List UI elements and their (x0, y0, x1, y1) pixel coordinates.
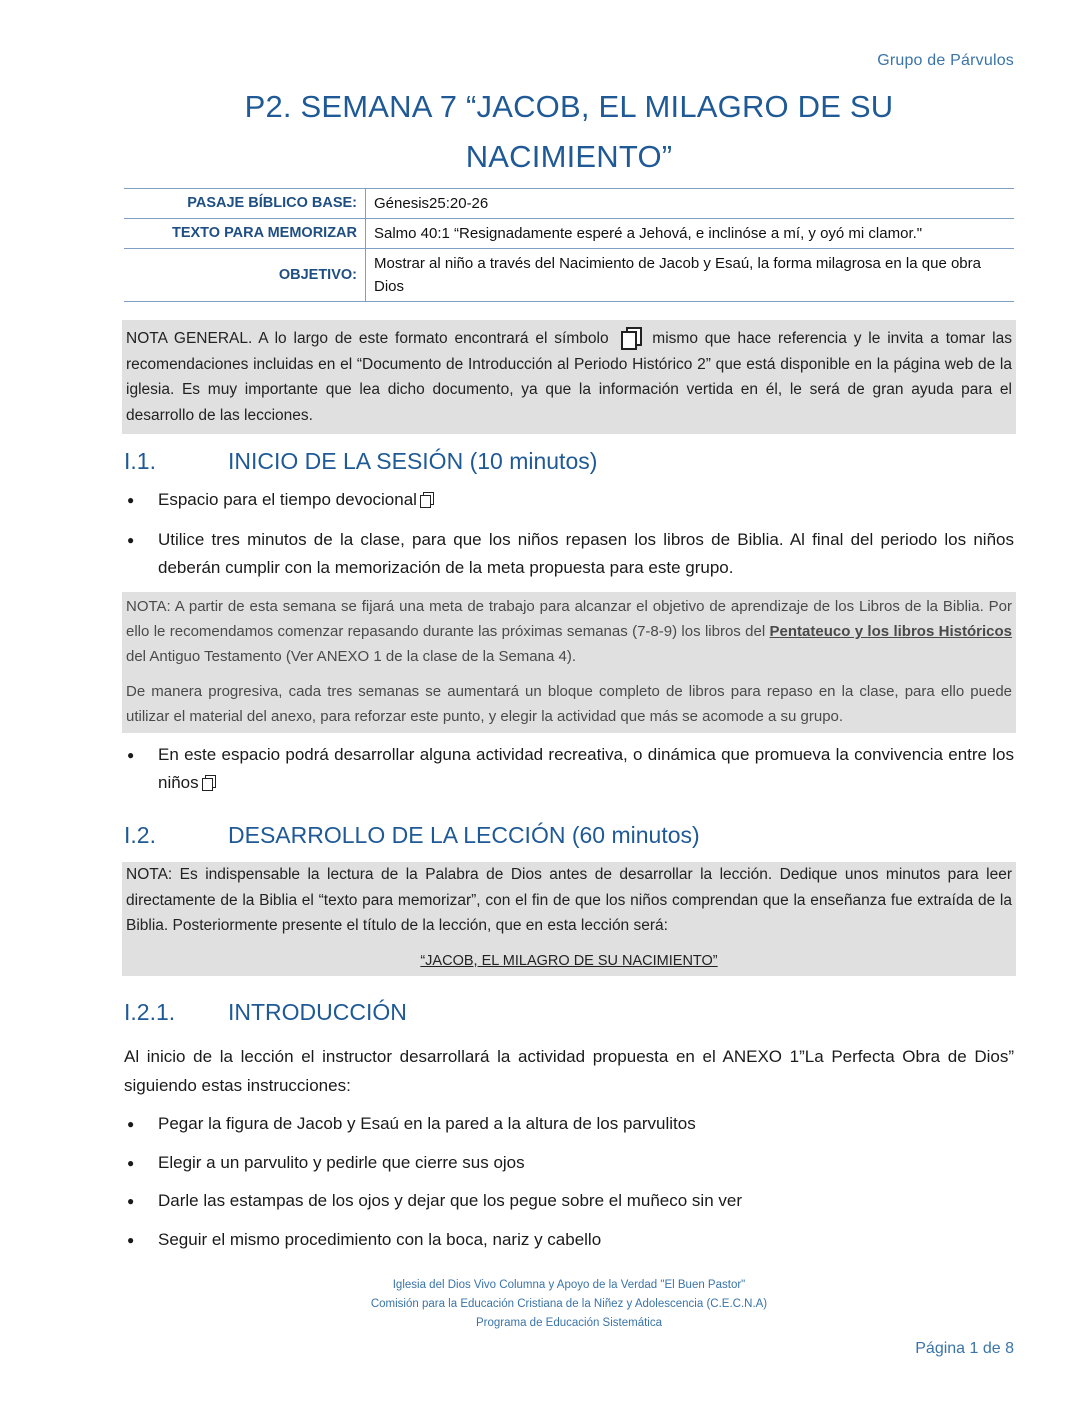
info-row-objective (124, 249, 1014, 302)
info-value: Mostrar al niño a través del Nacimiento de Jacob y Esaú, la forma milagrosa en la que obra Dios (366, 249, 1015, 302)
section-title: DESARROLLO DE LA LECCIÓN (60 minutos) (228, 822, 700, 848)
document-title (124, 82, 1014, 182)
list-item-text: Seguir el mismo procedimiento con la boca, nariz y cabello (158, 1230, 602, 1249)
lesson-info-table (124, 188, 1014, 302)
list-item (124, 741, 1014, 797)
section-heading-2-1 (124, 999, 407, 1026)
bullet-icon: ● (127, 1156, 135, 1170)
info-value: Salmo 40:1 “Resignadamente esperé a Jehová, e inclinóse a mí, y oyó mi clamor." (366, 219, 1015, 249)
title-line-2: NACIMIENTO” (465, 139, 673, 174)
bullet-icon: ● (127, 748, 135, 762)
list-item (124, 1149, 1014, 1177)
list-item-text: En este espacio podrá desarrollar alguna actividad recreativa, o dinámica que promueva la convivencia entre los niños (158, 745, 1014, 792)
footer-line-1: Iglesia del Dios Vivo Columna y Apoyo de la Verdad "El Buen Pastor" (392, 1279, 746, 1291)
footer-line-3: Programa de Educación Sistemática (475, 1317, 662, 1329)
info-label: PASAJE BÍBLICO BASE: (124, 189, 366, 219)
general-note-box (122, 320, 1016, 434)
list-item-text: Pegar la figura de Jacob y Esaú en la pared a la altura de los parvulitos (158, 1114, 696, 1133)
reading-note-text: NOTA: Es indispensable la lectura de la Palabra de Dios antes de desarrollar la lección. Dedique unos minutos para leer directamente de la Biblia el “texto para memorizar”, con el fin de que los niños comprendan que la enseñanza fue extraída de la Biblia. Posteriormente presente el título de la lección, que en esta lección será: (126, 866, 1012, 934)
copy-documents-icon (420, 492, 433, 507)
section-heading-1 (124, 448, 597, 475)
bullet-icon: ● (127, 1117, 135, 1131)
list-item-text: Elegir a un parvulito y pedirle que cierre sus ojos (158, 1153, 525, 1172)
info-row-memory-verse (124, 219, 1014, 249)
section-number: I.2.1. (124, 999, 176, 1025)
lesson-title: “JACOB, EL MILAGRO DE SU NACIMIENTO” (420, 952, 718, 969)
introduction-paragraph: Al inicio de la lección el instructor desarrollará la actividad propuesta en el ANEXO 1”La Perfecta Obra de Dios” siguiendo estas instrucciones: (124, 1047, 1014, 1095)
section-number: I.1. (124, 448, 156, 474)
bullet-icon: ● (127, 533, 135, 547)
section-number: I.2. (124, 822, 156, 848)
info-value: Génesis25:20-26 (366, 189, 1015, 219)
list-item (124, 1187, 1014, 1215)
books-note-text-2: del Antiguo Testamento (Ver ANEXO 1 de la clase de la Semana 4). (126, 648, 576, 665)
bullet-icon: ● (127, 1194, 135, 1208)
info-label: TEXTO PARA MEMORIZAR (124, 219, 366, 249)
books-note-box (122, 592, 1016, 733)
section-title: INTRODUCCIÓN (228, 999, 407, 1025)
books-note-paragraph-2: De manera progresiva, cada tres semanas se aumentará un bloque completo de libros para repaso en la clase, para ello puede utilizar el material del anexo, para reforzar este punto, y elegir la actividad que más se acomode a su grupo. (126, 683, 1012, 725)
title-line-1: P2. SEMANA 7 “JACOB, EL MILAGRO DE SU (244, 89, 894, 124)
books-note-text-1: NOTA: A partir de esta semana se fijará una meta de trabajo para alcanzar el objetivo de aprendizaje de los Libros de la Biblia. Por ello le recomendamos comenzar repasando durante las próximas semanas (7-8-9) los libros del (126, 598, 1012, 640)
copy-documents-icon (621, 327, 639, 347)
reading-note-box (122, 862, 1016, 976)
footer-line-2: Comisión para la Educación Cristiana de la Niñez y Adolescencia (C.E.C.N.A) (370, 1298, 768, 1310)
footer (124, 1276, 1014, 1333)
list-item (124, 526, 1014, 582)
copy-documents-icon (202, 775, 215, 790)
books-note-paragraph-1 (126, 594, 1012, 669)
lesson-title-line (126, 949, 1012, 975)
page-number: Página 1 de 8 (915, 1340, 1014, 1357)
list-item-text: Darle las estampas de los ojos y dejar que los pegue sobre el muñeco sin ver (158, 1191, 742, 1210)
list-item (124, 486, 1014, 514)
general-note-text-2: mismo que hace referencia y le invita a tomar las recomendaciones incluidas en el “Documento de Introducción al Periodo Histórico 2” que está disponible en la página web de la iglesia. Es muy importante que lea dicho documento, ya que la información vertida en él, le será de gran ayuda para el desarrollo de las lecciones. (126, 330, 1012, 424)
general-note-text-1: NOTA GENERAL. A lo largo de este formato encontrará el símbolo (126, 330, 609, 347)
list-item (124, 1110, 1014, 1138)
books-note-highlight: Pentateuco y los libros Históricos (769, 623, 1012, 640)
section-title: INICIO DE LA SESIÓN (10 minutos) (228, 448, 598, 474)
section-heading-2 (124, 822, 700, 849)
header-group-name: Grupo de Párvulos (877, 52, 1014, 69)
bullet-icon: ● (127, 1233, 135, 1247)
info-row-passage (124, 189, 1014, 219)
list-item-text: Utilice tres minutos de la clase, para que los niños repasen los libros de Biblia. Al final del periodo los niños deberán cumplir con la memorización de la meta propuesta para este grupo. (158, 530, 1014, 577)
list-item-text: Espacio para el tiempo devocional (158, 490, 417, 509)
info-label: OBJETIVO: (124, 249, 366, 302)
bullet-icon: ● (127, 493, 135, 507)
list-item (124, 1226, 1014, 1254)
